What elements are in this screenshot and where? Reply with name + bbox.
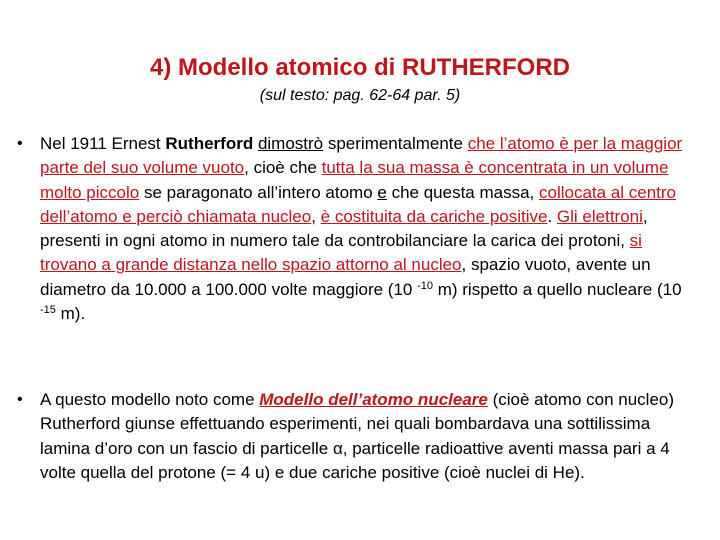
exponent-atom-diameter: -10 — [417, 279, 433, 292]
text-segment: se paragonato all’intero atomo — [139, 182, 378, 202]
emphasis-electrons-distance: si trovano a grande distanza nello spazio attorno al nucleo — [40, 231, 642, 275]
emphasis-electrons: Gli elettroni — [556, 206, 643, 226]
emphasis-mass-concentrated: tutta la sua massa è concentrata in un volume molto piccolo — [40, 158, 669, 202]
text-segment: , spazio vuoto, avente un diametro da 10.000 a 100.000 volte maggiore (10 — [40, 255, 651, 299]
bullet-item-rutherford-experiment — [17, 132, 700, 326]
emphasis-nucleus-center: collocata al centro dell’atomo e perciò chiamata nucleo — [40, 182, 677, 226]
exponent-nucleus-diameter: -15 — [40, 304, 56, 317]
text-segment: , — [311, 206, 321, 226]
name-rutherford: Rutherford — [165, 134, 254, 153]
emphasis-nuclear-model: Modello dell’atomo nucleare — [259, 390, 488, 409]
bullet-item-nuclear-model — [17, 388, 700, 485]
text-segment: , cioè che — [244, 158, 322, 178]
text-segment: m). — [55, 304, 86, 324]
text-segment: che questa massa, — [386, 182, 539, 202]
text-segment: . — [547, 206, 557, 226]
emphasis-dimostro: dimostrò — [257, 134, 324, 153]
alpha-symbol: α — [332, 438, 343, 458]
text-segment: Nel 1911 Ernest — [40, 134, 166, 153]
slide-title: 4) Modello atomico di RUTHERFORD — [150, 54, 570, 81]
text-segment: m) rispetto a quello nucleare (10 — [433, 279, 682, 299]
bullet-marker: • — [17, 135, 23, 152]
emphasis-positive-charges: è costituita da cariche positive — [320, 206, 548, 226]
emphasis-e: e — [377, 182, 387, 202]
emphasis-atom-empty: che l’atomo è per la maggior parte del suo volume vuoto — [40, 134, 683, 178]
slide-subtitle: (sul testo: pag. 62-64 par. 5) — [259, 87, 461, 104]
text-segment: , presenti in ogni atomo in numero tale da controbilanciare la carica dei protoni, — [40, 206, 648, 251]
bullet-marker: • — [17, 391, 23, 408]
text-segment: sperimentalmente — [323, 134, 468, 153]
text-segment: , particelle radioattive aventi massa pari a 4 volte quella del protone (= 4 u) e due cariche positive (cioè nuclei di He). — [40, 438, 670, 482]
text-segment: (cioè atomo con nucleo) Rutherford giunse effettuando esperimenti, nei quali bombardava una sottilissima lamina d’oro con un fascio di particelle — [40, 390, 675, 458]
text-segment: A questo modello noto come — [40, 390, 260, 409]
